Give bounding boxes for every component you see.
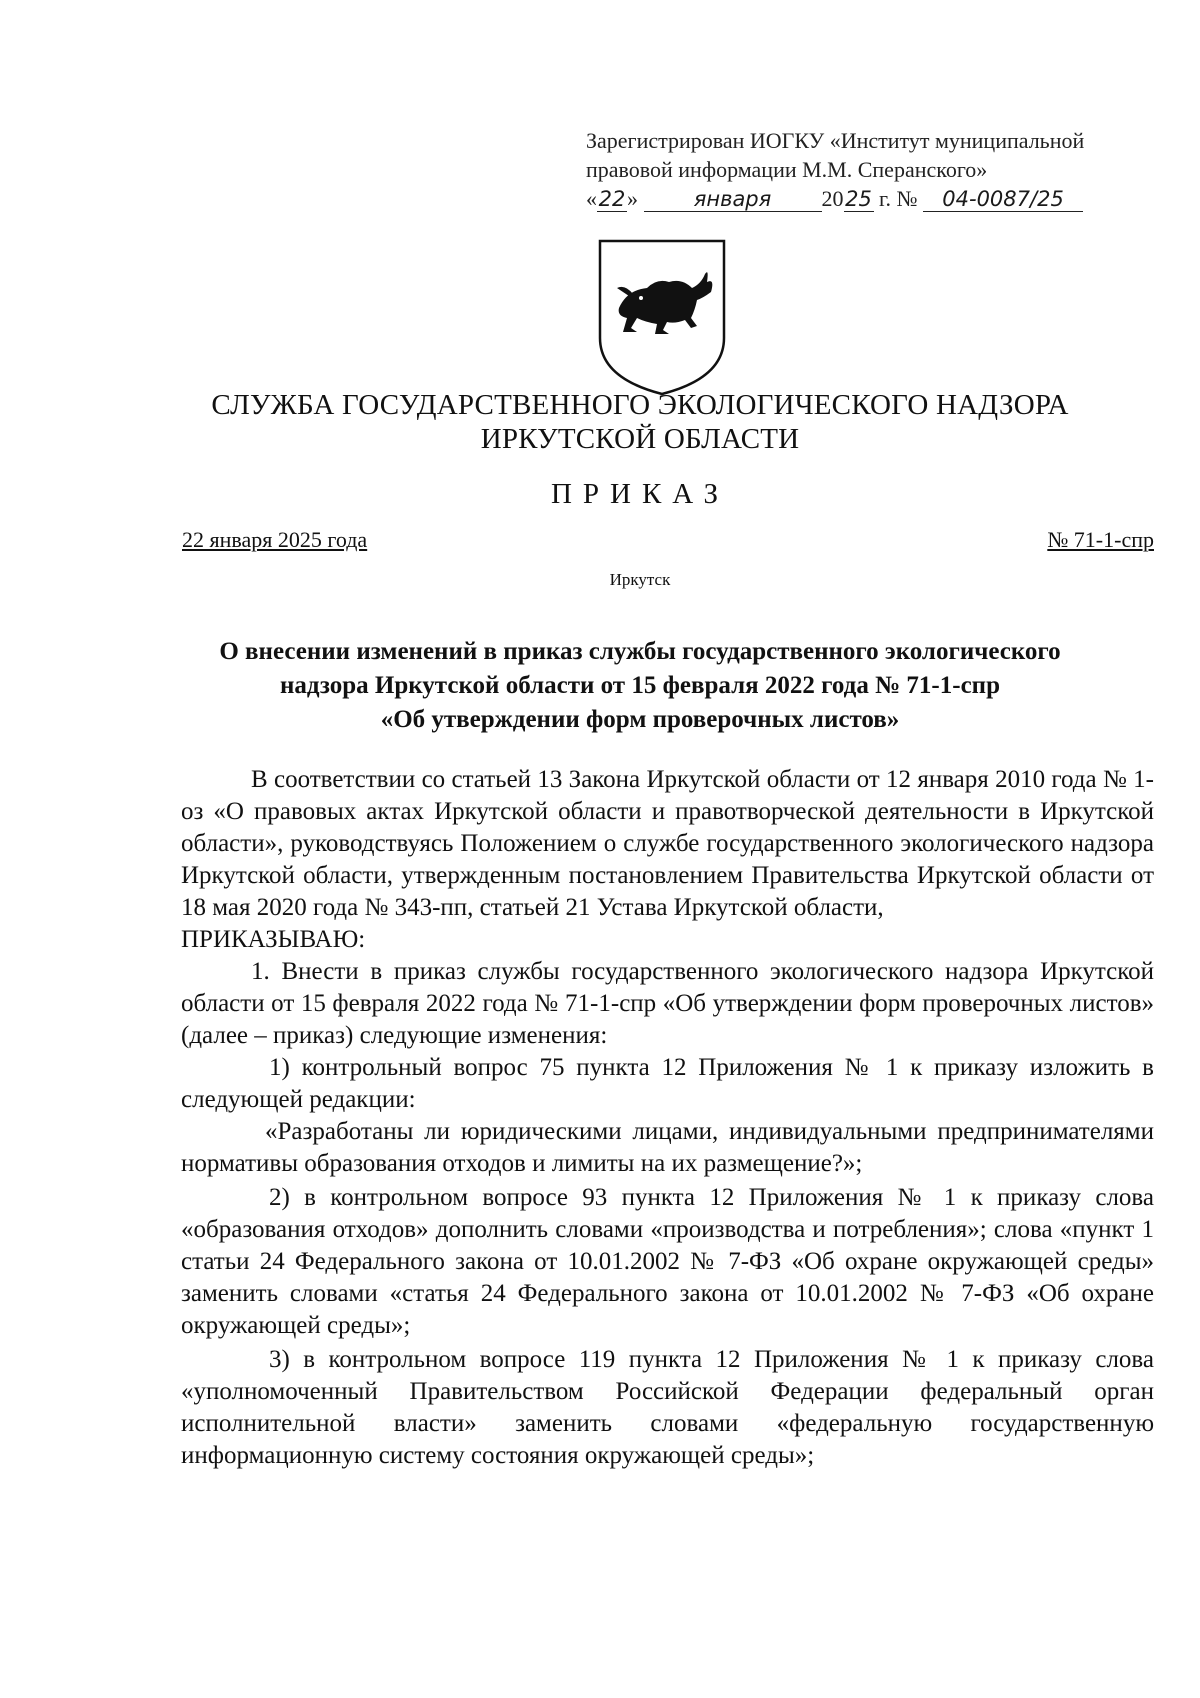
preamble: В соответствии со статьей 13 Закона Иркутской области от 12 января 2010 года № 1-оз «О правовых актах Иркутской области и правотворческой деятельности в Иркутской области», руководствуясь Положением о службе государственного экологического надзора Иркутской области, утвержденным постановлением Правительства Иркутской области от 18 мая 2020 года № 343-пп, статьей 21 Устава Иркутской области,: [181, 766, 1154, 921]
order-number: № 71-1-спр: [1047, 527, 1154, 552]
registration-stamp: [586, 126, 1084, 213]
subitem-3: 3) в контрольном вопросе 119 пункта 12 Приложения № 1 к приказу слова «уполномоченный Правительством Российской Федерации федеральный орган исполнительной власти» заменить словами «федеральную государственную информационную систему состояния окружающей среды»;: [181, 1346, 1154, 1469]
registration-day: 22: [598, 187, 626, 211]
agency-line-2: ИРКУТСКОЙ ОБЛАСТИ: [480, 423, 800, 455]
agency-line-1: СЛУЖБА ГОСУДАРСТВЕННОГО ЭКОЛОГИЧЕСКОГО НАДЗОРА: [211, 389, 1069, 421]
title-line-2: надзора Иркутской области от 15 февраля 2022 года № 71-1-спр: [279, 672, 1000, 699]
registration-line-3: [586, 184, 1084, 213]
irkutsk-coat-of-arms-icon: [597, 238, 727, 396]
registration-line-1: Зарегистрирован ИОГКУ «Институт муниципальной: [586, 128, 1085, 153]
close-quote: »: [627, 186, 638, 211]
registration-year: 25: [845, 187, 872, 211]
document-title: [150, 635, 1130, 737]
subitem-1-quote: «Разработаны ли юридическими лицами, индивидуальными предпринимателями нормативы образования отходов и лимиты на их размещение?»;: [181, 1118, 1154, 1177]
item-1: 1. Внести в приказ службы государственного экологического надзора Иркутской области от 15 февраля 2022 года № 71-1-спр «Об утверждении форм проверочных листов» (далее – приказ) следующие изменения:: [181, 958, 1154, 1049]
subitem-2: 2) в контрольном вопросе 93 пункта 12 Приложения № 1 к приказу слова «образования отходов» дополнить словами «производства и потребления»; слова «пункт 1 статьи 24 Федерального закона от 10.01.2002 № 7-ФЗ «Об охране окружающей среды» заменить словами «статья 24 Федерального закона от 10.01.2002 № 7-ФЗ «Об охране окружающей среды»;: [181, 1184, 1154, 1339]
registration-line-2: правовой информации М.М. Сперанского»: [586, 157, 988, 182]
registration-number-label: г. №: [873, 186, 918, 211]
title-line-3: «Об утверждении форм проверочных листов»: [380, 706, 900, 733]
open-quote: «: [586, 186, 597, 211]
registration-number: 04-0087/25: [923, 187, 1083, 212]
document-body: [181, 764, 1154, 1472]
subitem-1: 1) контрольный вопрос 75 пункта 12 Приложения № 1 к приказу изложить в следующей редакции:: [181, 1054, 1154, 1113]
agency-name: [170, 388, 1110, 456]
year-prefix: 20: [821, 186, 844, 211]
order-word: ПРИКАЗЫВАЮ:: [181, 926, 366, 953]
title-line-1: О внесении изменений в приказ службы государственного экологического: [219, 638, 1061, 665]
document-type: ПРИКАЗ: [550, 478, 730, 510]
registration-month: января: [644, 187, 822, 212]
order-date: 22 января 2025 года: [182, 527, 368, 552]
city: Иркутск: [609, 570, 671, 589]
